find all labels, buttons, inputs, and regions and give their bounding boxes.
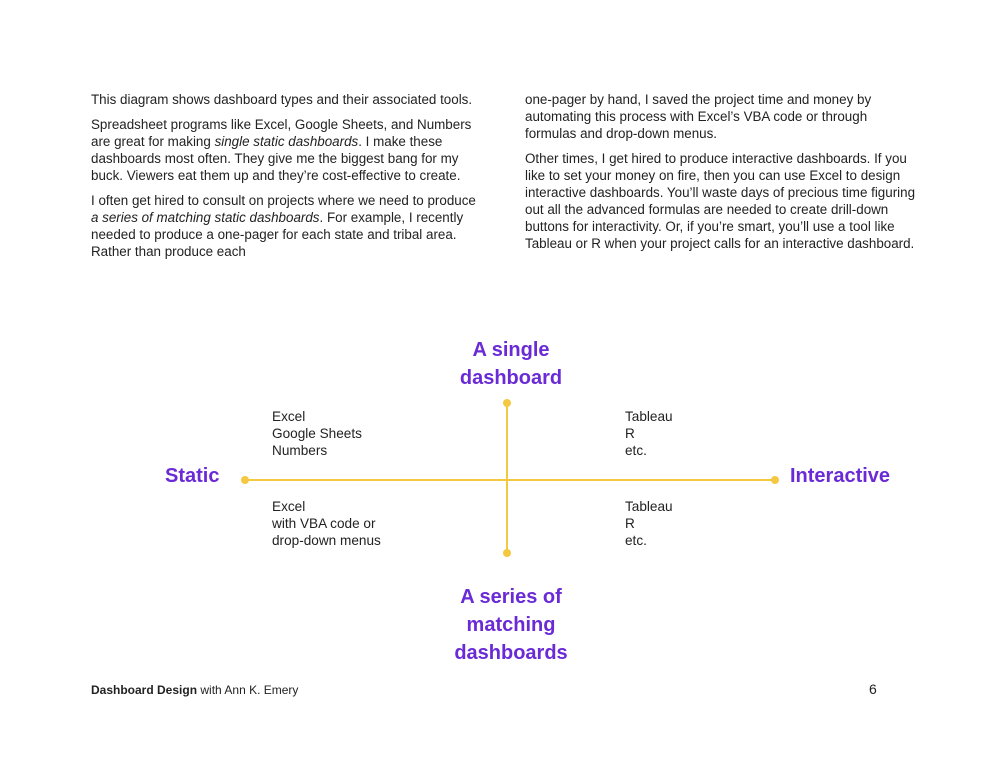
paragraph: Spreadsheet programs like Excel, Google Sheets, and Numbers are great for making single static dashboards. I make these dashboards most often. They give me the biggest bang for my buck. Viewers eat them up and they’re cost-effective to create. bbox=[91, 117, 472, 183]
top-axis-label: A single dashboard bbox=[459, 339, 563, 389]
right-axis-label: Interactive bbox=[790, 465, 891, 487]
axis-endpoint bbox=[771, 476, 779, 484]
top-right-quadrant: Tableau R etc. bbox=[625, 409, 673, 458]
axis-endpoint bbox=[503, 549, 511, 557]
paragraph: one-pager by hand, I saved the project time and money by automating this process with Excel’s VBA code or through formulas and drop-down menus. bbox=[525, 92, 872, 141]
bottom-axis-label: A series of matching dashboards bbox=[454, 586, 568, 664]
page-number: 6 bbox=[869, 681, 877, 697]
paragraph: This diagram shows dashboard types and their associated tools. bbox=[91, 92, 473, 107]
bottom-left-quadrant: Excel with VBA code or drop-down menus bbox=[272, 499, 381, 548]
paragraph: Other times, I get hired to produce interactive dashboards. If you like to set your money on fire, then you can use Excel to design interactive dashboards. You’ll waste days of precious time figuring out all the advanced formulas are needed to create drill-down buttons for interactivity. Or, if you’re smart, you’ll use a tool like Tableau or R when your project calls for an interactive dashboard. bbox=[525, 151, 916, 251]
axis-endpoint bbox=[503, 399, 511, 407]
bottom-right-quadrant: Tableau R etc. bbox=[625, 499, 673, 548]
paragraph: I often get hired to consult on projects where we need to produce a series of matching static dashboards. For example, I recently needed to produce a one-pager for each state and tribal area. Rather than produce each bbox=[91, 193, 476, 259]
axis-endpoint bbox=[241, 476, 249, 484]
top-left-quadrant: Excel Google Sheets Numbers bbox=[272, 409, 362, 458]
left-axis-label: Static bbox=[165, 465, 220, 487]
footer-brand: Dashboard Design with Ann K. Emery bbox=[91, 683, 299, 697]
